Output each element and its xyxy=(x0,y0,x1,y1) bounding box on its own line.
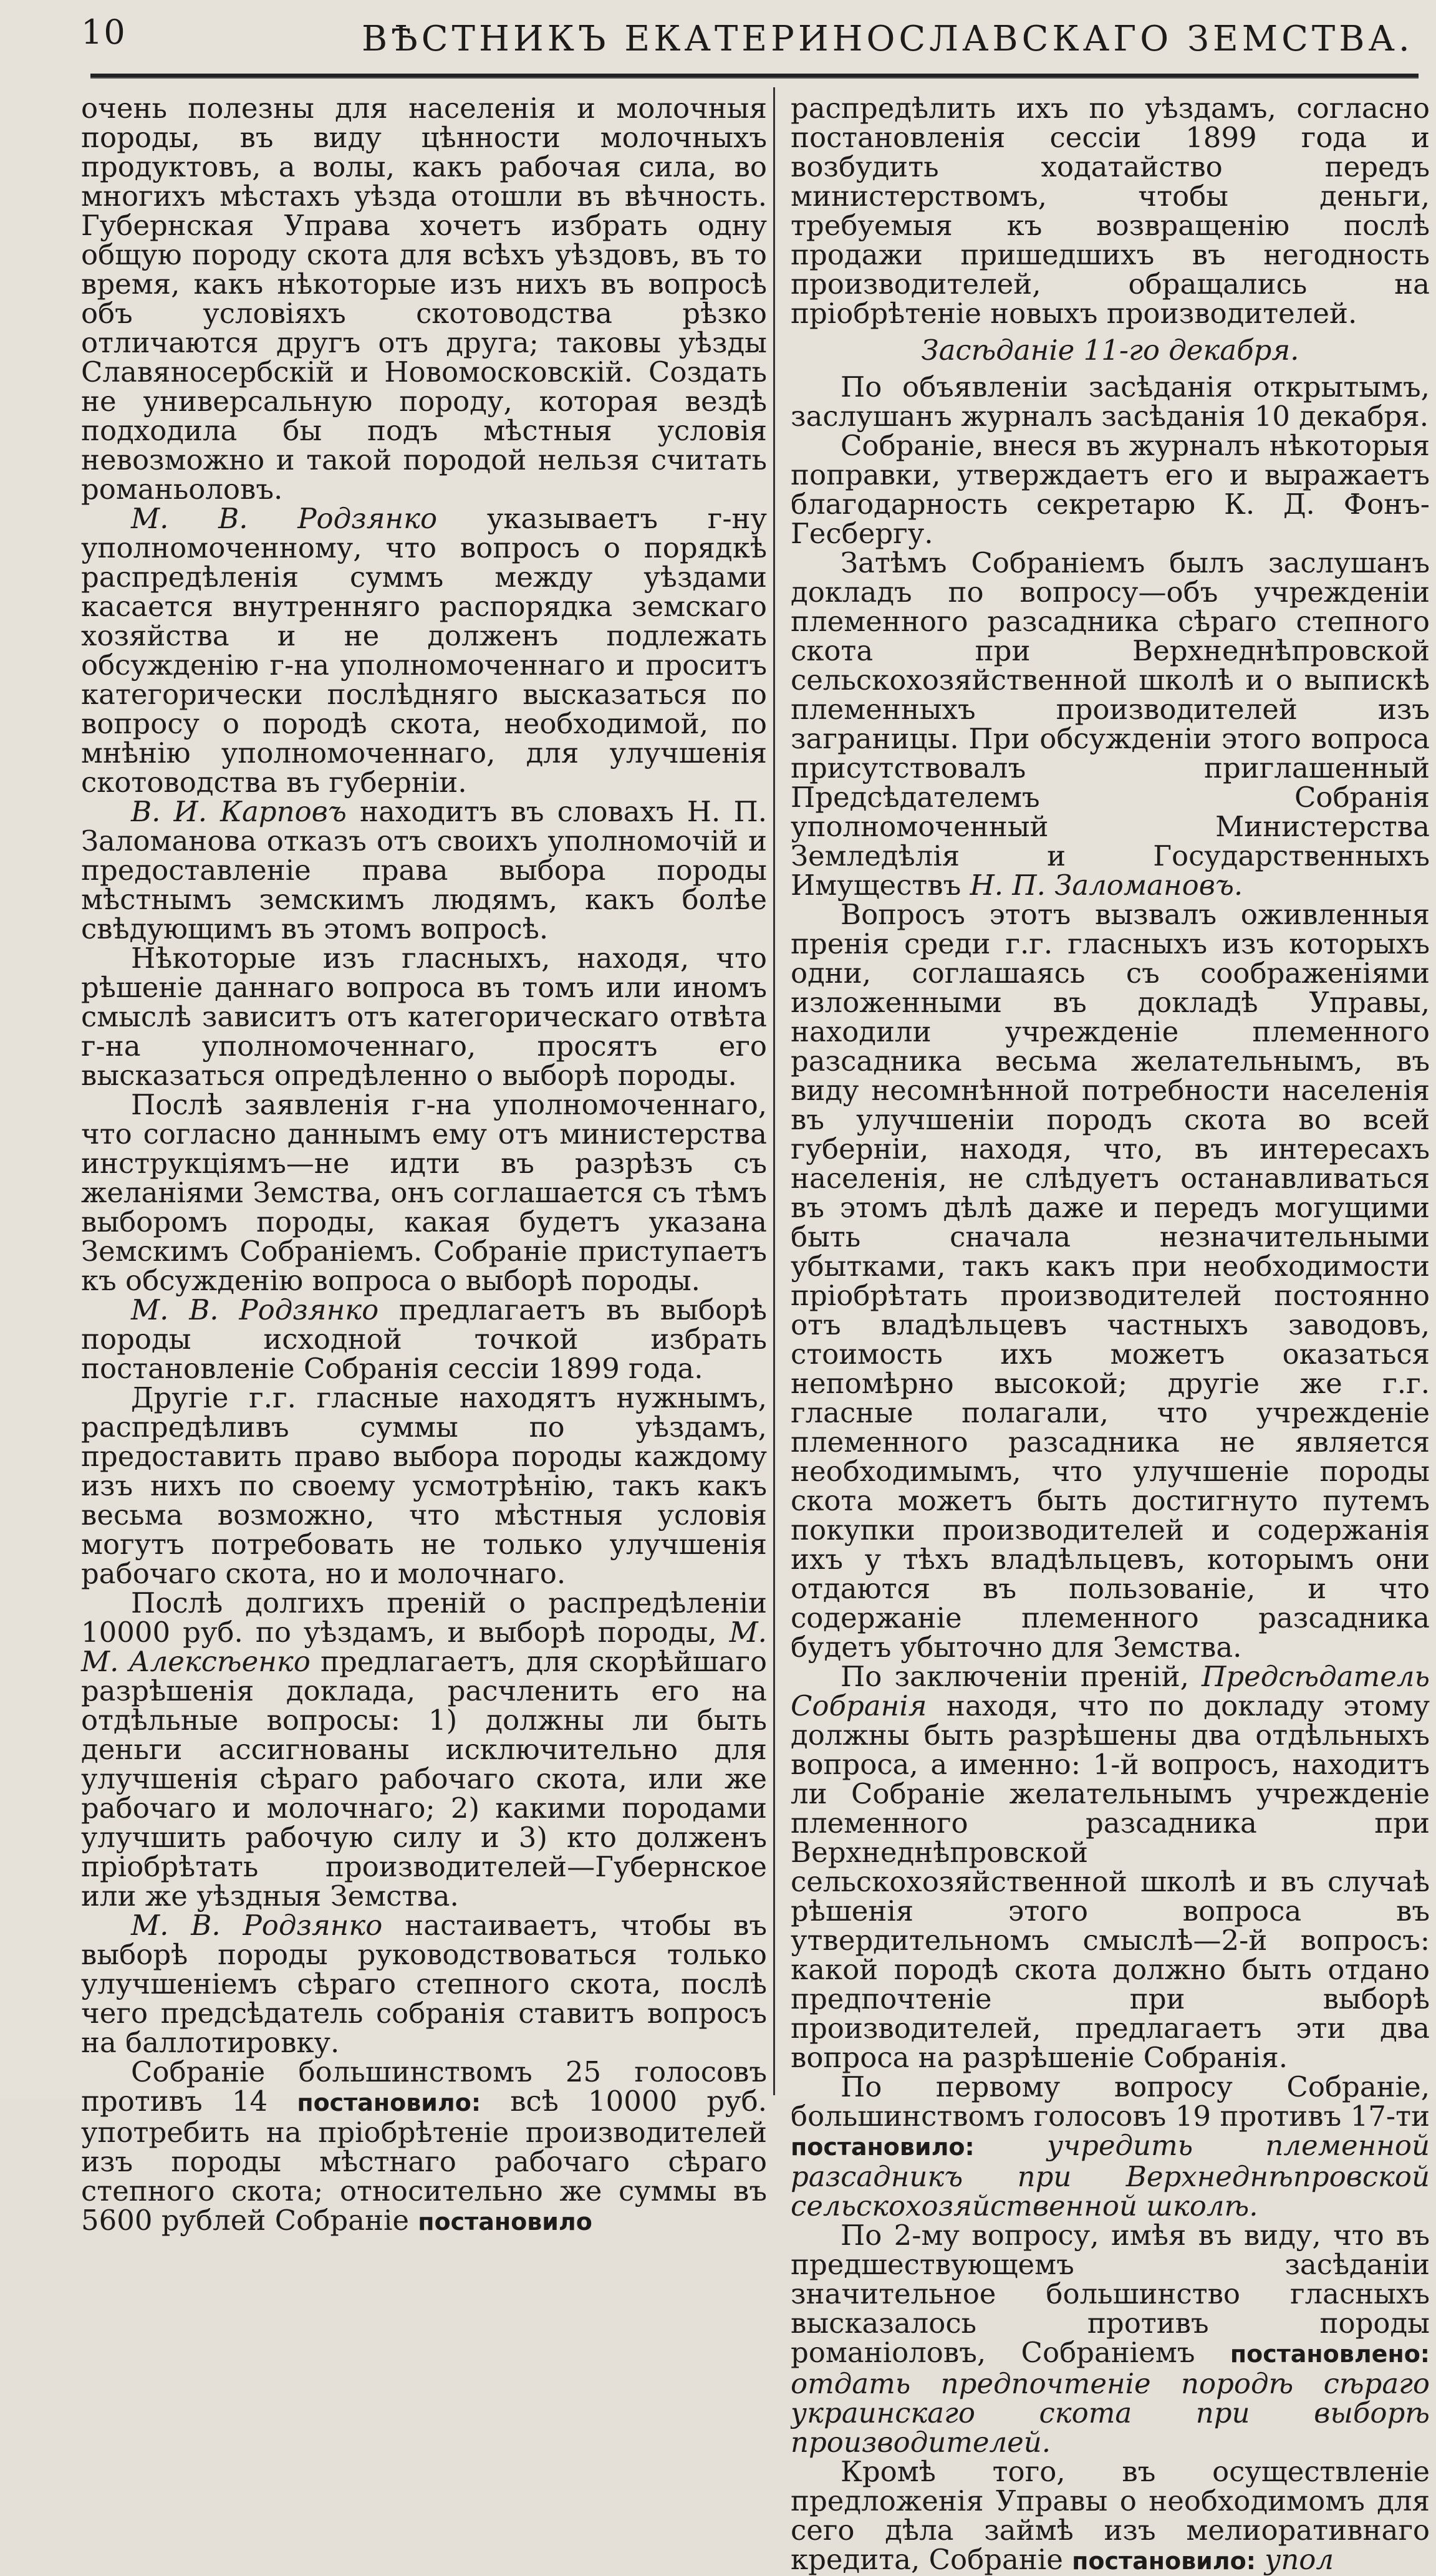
paragraph xyxy=(81,1911,767,2057)
resolution-keyword: постановлено: xyxy=(1230,2340,1430,2368)
speaker-name: Предсѣдатель Собранія xyxy=(791,1660,1430,1722)
running-title: ВѢСТНИКЪ ЕКАТЕРИНОСЛАВСКАГО ЗЕМСТВА. xyxy=(362,19,1414,59)
paragraph xyxy=(791,2072,1430,2221)
column-divider xyxy=(773,87,775,2095)
paragraph xyxy=(81,1295,767,1383)
paragraph-text: Кромѣ того, въ осуществленіе предложенія Управы о необходимомъ для сего дѣла займѣ изъ мелиоративнаго кредита, Собраніе xyxy=(791,2455,1430,2576)
paragraph xyxy=(791,2221,1430,2457)
paragraph xyxy=(81,797,767,943)
paragraph-text: находя, что по докладу этому должны быть разрѣшены два отдѣльныхъ вопроса, а именно: 1-й вопросъ, находитъ ли Собраніе желательнымъ учрежденіе племенного разсадника при Верхнеднѣпровской сельскохозяйственной школѣ и въ случаѣ рѣшенія этого вопроса въ утвердительномъ смыслѣ—2-й вопросъ: какой породѣ скота должно быть отдано предпочтеніе при выборѣ производителей, предлагаетъ эти два вопроса на разрѣшеніе Собранія. xyxy=(791,1689,1430,2074)
paragraph-text: очень полезны для населенія и молочныя породы, въ виду цѣнности молочныхъ продуктовъ, а волы, какъ рабочая сила, во многихъ мѣстахъ уѣзда отошли въ вѣчность. Губернская Управа хочетъ избрать одну общую породу скота для всѣхъ уѣздовъ, въ то время, какъ нѣкоторые изъ нихъ въ вопросѣ объ условіяхъ скотоводства рѣзко отличаются другъ отъ друга; таковы уѣзды Славяносербскій и Новомосковскій. Создать не универсальную породу, которая вездѣ подходила бы подъ мѣстныя условія невозможно и такой породой нельзя считать романьоловъ. xyxy=(81,92,767,506)
paragraph-text: Вопросъ этотъ вызвалъ оживленныя пренія среди г.г. гласныхъ изъ которыхъ одни, соглашаясь съ соображеніями изложенными въ докладѣ Управы, находили учрежденіе племенного разсадника весьма желательнымъ, въ виду несомнѣнной потребности населенія въ улучшеніи породъ скота во всей губерніи, находя, что, въ интересахъ населенія, не слѣдуетъ останавливаться въ этомъ дѣлѣ даже и передъ могущими быть сначала незначительными убытками, такъ какъ при необходимости пріобрѣтать производителей постоянно отъ владѣльцевъ частныхъ заводовъ, стоимость ихъ можетъ оказаться непомѣрно высокой; другіе же г.г. гласные полагали, что учрежденіе племенного разсадника не является необходимымъ, что улучшеніе породы скота можетъ быть достигнуто путемъ покупки производителей и содержанія ихъ у тѣхъ владѣльцевъ, которымъ они отдаются въ пользованіе, и что содержаніе племенного разсадника будетъ убыточно для Земства. xyxy=(791,898,1430,1664)
paragraph xyxy=(81,1090,767,1295)
resolution-keyword: постановило xyxy=(418,2208,592,2236)
header-rule xyxy=(90,74,1419,79)
resolution-text: упол xyxy=(1255,2543,1334,2576)
speaker-name: М. В. Родзянко xyxy=(131,1293,379,1326)
paragraph-text: указываетъ г-ну уполномоченному, что вопросъ о порядкѣ распредѣленія суммъ между уѣздами касается внутренняго распорядка земскаго хозяйства и не долженъ подлежать обсужденію г-на уполномоченнаго и проситъ категорически послѣдняго высказаться по вопросу о породѣ скота, необходимой, по мнѣнію уполномоченнаго, для улучшенія скотоводства въ губерніи. xyxy=(81,502,768,799)
paragraph-text: По первому вопросу Собраніе, большинствомъ голосовъ 19 противъ 17-ти xyxy=(791,2070,1430,2133)
paragraph xyxy=(791,1662,1430,2072)
paragraph-text: Послѣ заявленія г-на уполномоченнаго, что согласно даннымъ ему отъ министерства инструкціямъ—не идти въ разрѣзъ съ желаніями Земства, онъ соглашается съ тѣмъ выборомъ породы, какая будетъ указана Земскимъ Собраніемъ. Собраніе приступаетъ къ обсужденію вопроса о выборѣ породы. xyxy=(81,1088,767,1297)
paragraph xyxy=(81,943,767,1090)
paragraph-text: По объявленіи засѣданія открытымъ, заслушанъ журналъ засѣданія 10 декабря. xyxy=(791,370,1430,433)
speaker-name: М. М. Алексѣенко xyxy=(81,1616,767,1678)
paragraph xyxy=(81,1588,767,1911)
paragraph-text: предлагаетъ въ выборѣ породы исходной точкой избрать постановленіе Собранія сессіи 1899 года. xyxy=(81,1293,767,1385)
paragraph xyxy=(791,431,1430,548)
paragraph-text: Собраніе большинствомъ 25 голосовъ противъ 14 xyxy=(81,2055,767,2118)
paragraph-text: Другіе г.г. гласные находятъ нужнымъ, распредѣливъ суммы по уѣздамъ, предоставить право выбора породы каждому изъ нихъ по своему усмотрѣнію, такъ какъ весьма возможно, что мѣстныя условія могутъ потребовать не только улучшенія рабочаго скота, но и молочнаго. xyxy=(81,1381,767,1590)
paragraph-text: настаиваетъ, чтобы въ выборѣ породы руководствоваться только улучшеніемъ сѣраго степного скота, послѣ чего предсѣдатель собранія ставитъ вопросъ на баллотировку. xyxy=(81,1909,768,2059)
paragraph xyxy=(791,2457,1430,2576)
paragraph xyxy=(81,504,767,797)
resolution-keyword: постановило: xyxy=(297,2089,481,2116)
paragraph-text: предлагаетъ, для скорѣйшаго разрѣшенія доклада, расчленить его на отдѣльные вопросы: 1) должны ли быть деньги ассигнованы исключительно для улучшенія сѣраго рабочаго скота, или же рабочаго и молочнаго; 2) какими породами улучшить рабочую силу и 3) кто долженъ пріобрѣтать производителей—Губернское или же уѣздныя Земства. xyxy=(81,1645,767,1913)
paragraph xyxy=(791,548,1430,900)
paragraph-text: всѣ 10000 руб. употребить на пріобрѣтеніе производителей изъ породы мѣстнаго рабочаго сѣраго степного скота; относительно же суммы въ 5600 рублей Собраніе xyxy=(81,2085,767,2237)
paragraph-text: находитъ въ словахъ Н. П. Заломанова отказъ отъ своихъ уполномочій и предоставленіе права выбора породы мѣстнымъ земскимъ людямъ, какъ болѣе свѣдующимъ въ этомъ вопросѣ. xyxy=(81,795,768,945)
right-column xyxy=(791,94,1430,2576)
paragraph xyxy=(791,372,1430,431)
resolution-keyword: постановило: xyxy=(791,2133,975,2161)
paragraph-text: По заключеніи преній, xyxy=(841,1660,1202,1693)
resolution-keyword: постановило: xyxy=(1072,2547,1256,2575)
speaker-name: Н. П. Заломановъ. xyxy=(970,869,1243,902)
paragraph-text: распредѣлить ихъ по уѣздамъ, согласно постановленія сессіи 1899 года и возбудить ходатайство передъ министерствомъ, чтобы деньги, требуемыя къ возвращенію послѣ продажи пришедшихъ въ негодность производителей, обращались на пріобрѣтеніе новыхъ производителей. xyxy=(791,94,1430,330)
page-number: 10 xyxy=(81,12,127,52)
paragraph xyxy=(81,2057,767,2237)
left-column xyxy=(81,94,767,2237)
resolution-text: отдать предпочтеніе породѣ сѣраго украинскаго скота при выборѣ производителей. xyxy=(791,2367,1430,2459)
paragraph xyxy=(791,900,1430,1662)
paragraph xyxy=(791,94,1430,328)
paragraph-text: Собраніе, внеся въ журналъ нѣкоторыя поправки, утверждаетъ его и выражаетъ благодарность секретарю К. Д. Фонъ-Гесбергу. xyxy=(791,429,1430,550)
paragraph xyxy=(81,94,767,504)
speaker-name: М. В. Родзянко xyxy=(131,1909,383,1942)
paragraph-text: По 2-му вопросу, имѣя въ виду, что въ предшествующемъ засѣданіи значительное большинство гласныхъ высказалось противъ породы романіоловъ, Собраніемъ xyxy=(791,2219,1430,2369)
speaker-name: В. И. Карповъ xyxy=(131,795,347,828)
speaker-name: М. В. Родзянко xyxy=(131,502,438,535)
paragraph-text: Нѣкоторые изъ гласныхъ, находя, что рѣшеніе даннаго вопроса въ томъ или иномъ смыслѣ зависитъ отъ категорическаго отвѣта г-на уполномоченнаго, просятъ его высказаться опредѣленно о выборѣ породы. xyxy=(81,942,767,1092)
paragraph xyxy=(81,1383,767,1588)
resolution-text: учредить племенной разсадникъ при Верхнеднѣпровской сельскохозяйственной школѣ. xyxy=(791,2129,1430,2222)
paragraph-text: Затѣмъ Собраніемъ былъ заслушанъ докладъ по вопросу—объ учрежденіи племенного разсадника сѣраго степного скота при Верхнеднѣпровской сельскохозяйственной школѣ и о выпискѣ племенныхъ производителей изъ заграницы. При обсужденіи этого вопроса присутствовалъ приглашенный Предсѣдателемъ Собранія уполномоченный Министерства Земледѣлія и Государственныхъ Имуществъ xyxy=(791,546,1430,902)
session-heading: Засѣданіе 11-го декабря. xyxy=(921,334,1299,367)
paragraph-text: Послѣ долгихъ преній о распредѣленіи 10000 руб. по уѣздамъ, и выборѣ породы, xyxy=(81,1586,767,1649)
